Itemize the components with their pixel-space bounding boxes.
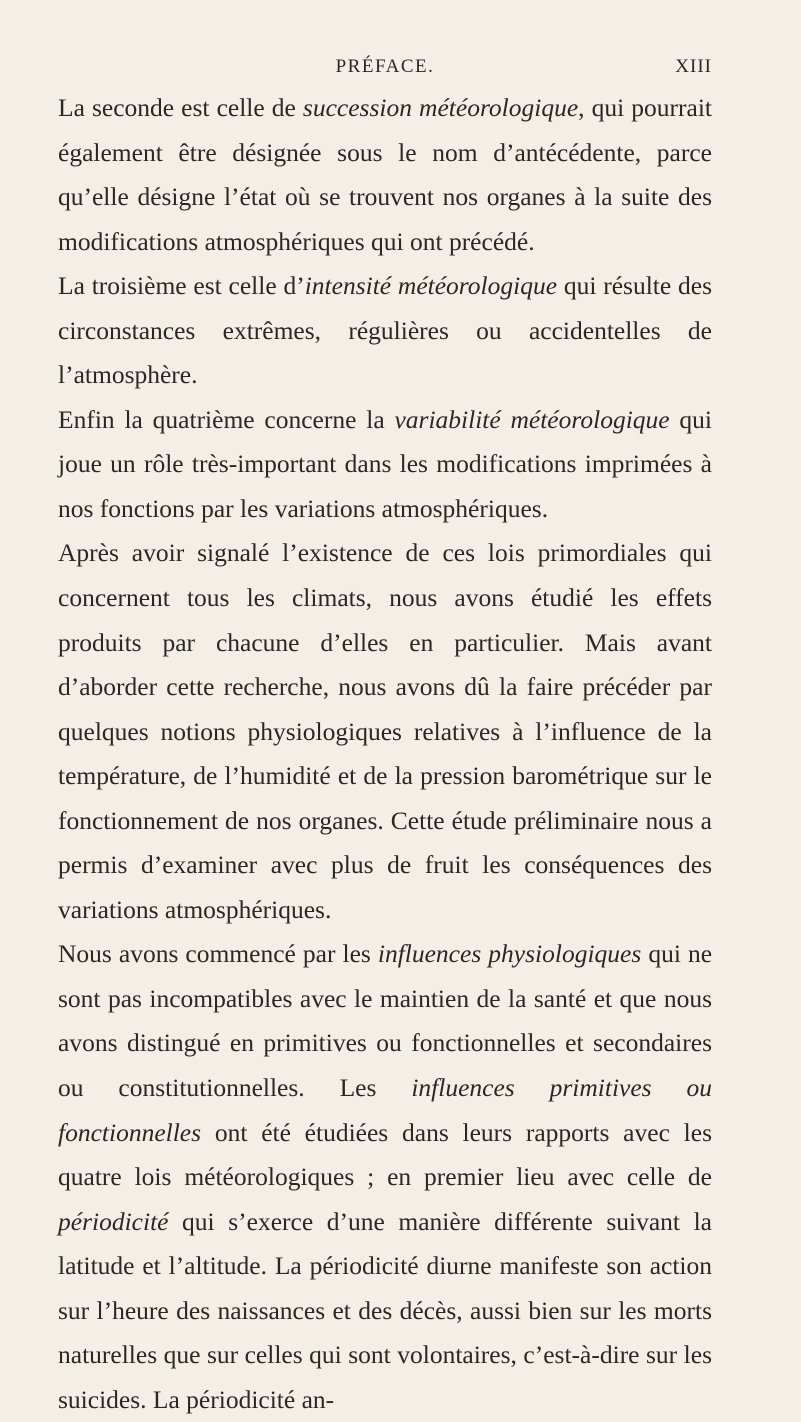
italic-term: variabilité météorologique: [394, 404, 670, 434]
text-segment: Nous avons commencé par les: [58, 939, 378, 969]
paragraph-2: [58, 264, 712, 398]
text-segment: qui résulte des circonstances extrêmes, régulières ou accidentelles de l’atmosphère.: [58, 271, 712, 390]
page-number: XIII: [675, 56, 712, 77]
italic-term: influences primitives ou fonctionnelles: [58, 1073, 712, 1147]
text-segment: La troisième est celle d’: [58, 271, 305, 301]
text-segment: qui joue un rôle très-important dans les modifications imprimées à nos fonctions par les variations atmosphériques.: [58, 404, 712, 523]
text-segment: , qui pourrait également être désignée sous le nom d’antécédente, parce qu’elle désigne l’état où se trouvent nos organes à la suite des modifications atmosphériques qui ont précédé.: [58, 93, 713, 256]
running-title: PRÉFACE.: [335, 56, 435, 77]
italic-term: influences physiologiques: [377, 939, 642, 969]
text-segment: Après avoir signalé l’existence de ces lois primordiales qui concernent tous les climats, nous avons étudié les effets produits par chacune d’elles en particulier. Mais avant d’aborder cette recherche, nous avons dû la faire précéder par quelques notions physiologiques relatives à l’influence de la température, de l’humidité et de la pression barométrique sur le fonctionnement de nos organes. Cette étude préliminaire nous a permis d’examiner avec plus de fruit les conséquences des variations atmosphériques.: [58, 538, 712, 924]
italic-term: périodicité: [58, 1206, 169, 1236]
text-segment: qui ne sont pas incompatibles avec le maintien de la santé et que nous avons distingué en primitives ou fonctionnelles et secondaires ou constitutionnelles. Les: [58, 939, 713, 1103]
text-segment: qui s’exerce d’une manière différente suivant la latitude et l’altitude. La périodicité diurne manifeste son action sur l’heure des naissances et des décès, aussi bien sur les morts naturelles que sur celles qui sont volontaires, c’est-à-dire sur les suicides. La périodicité an-: [58, 1206, 712, 1414]
italic-term: intensité météorologique: [304, 271, 558, 301]
running-head: [58, 56, 712, 86]
text-segment: Enfin la quatrième concerne la: [58, 404, 395, 434]
paragraph-3: [58, 398, 712, 532]
paragraph-4: [58, 531, 712, 932]
body-text: [58, 86, 712, 1422]
italic-term: succession météorologique: [302, 93, 579, 122]
paragraph-1: [58, 86, 712, 264]
text-segment: La seconde est celle de: [58, 93, 303, 122]
text-segment: ont été étudiées dans leurs rapports avec les quatre lois météorologiques ; en premier lieu avec celle de: [58, 1117, 712, 1192]
paragraph-5: [58, 932, 712, 1422]
